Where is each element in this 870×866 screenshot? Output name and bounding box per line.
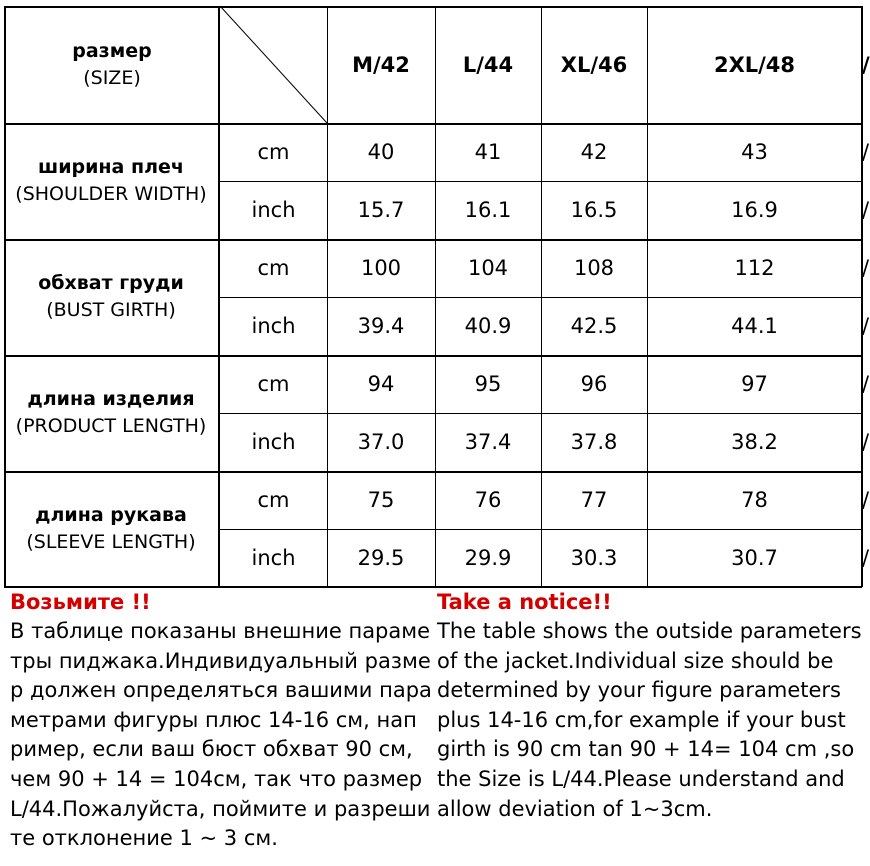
header-size-label [4,6,220,123]
value-cm: / [862,140,870,164]
value-cm: 100 [360,256,402,280]
size-label-ru: размер [72,39,152,62]
value-inch: / [862,314,870,338]
notice-ru-line: чем 90 + 14 = 104см, так что размер [10,766,423,791]
notice-ru-line: те отклонение 1 ~ 3 см. [10,826,278,851]
value-inch: / [862,546,870,570]
header-diagonal [220,6,327,123]
value-inch: 42.5 [570,314,618,338]
value-inch: 29.5 [357,546,405,570]
value-inch: 37.4 [464,430,512,454]
value-cm: 78 [741,488,768,512]
size-header-1: L/44 [462,52,514,77]
measure-label [4,239,218,355]
size-header-4: / [862,52,870,77]
measure-label-ru: длина изделия [27,388,195,410]
measure-label [4,123,218,239]
value-inch: 30.7 [731,546,778,570]
measure-label-en: (SLEEVE LENGTH) [26,531,196,553]
value-inch: / [862,430,870,454]
unit-inch: inch [251,430,296,454]
value-cm: 40 [367,140,395,164]
value-cm: 96 [580,372,608,396]
value-inch: 37.8 [570,430,618,454]
notice-en-line: allow deviation of 1~3cm. [437,796,713,821]
size-header-0: M/42 [352,52,410,77]
value-cm: 76 [474,488,502,512]
measure-label [4,355,218,471]
value-cm: 112 [734,256,775,280]
value-cm: / [862,488,870,512]
notice-en-line: the Size is L/44.Please understand and [437,766,845,791]
value-inch: 39.4 [357,314,405,338]
unit-cm: cm [257,256,290,280]
value-inch: / [862,198,870,222]
value-cm: 108 [573,256,615,280]
size-header-2: XL/46 [560,52,628,77]
measure-label [4,471,218,587]
notice-en-line: plus 14-16 cm,for example if your bust [437,707,846,732]
measure-label-en: (PRODUCT LENGTH) [15,415,207,437]
unit-cm: cm [257,140,290,164]
value-inch: 38.2 [731,430,778,454]
value-cm: 75 [367,488,395,512]
notice-ru-line: тры пиджака.Индивидуальный разме [10,648,431,673]
size-table [4,6,870,586]
size-label-en: (SIZE) [83,66,141,89]
notice-en-line: girth is 90 cm tan 90 + 14= 104 cm ,so [437,737,855,762]
value-cm: 104 [467,256,509,280]
notice-ru-line: р должен определяться вашими пара [10,678,432,703]
value-inch: 29.9 [464,546,512,570]
value-cm: 42 [580,140,608,164]
unit-inch: inch [251,198,296,222]
unit-cm: cm [257,488,290,512]
unit-inch: inch [251,314,296,338]
notice-ru-line: L/44.Пожалуйста, поймите и разреши [10,796,431,821]
notice-en [437,588,865,824]
value-inch: 44.1 [731,314,778,338]
unit-inch: inch [251,546,296,570]
value-inch: 16.1 [464,198,512,222]
notice-section [0,588,866,866]
notice-en-line: of the jacket.Individual size should be [437,648,834,673]
unit-cm: cm [257,372,290,396]
value-cm: 43 [741,140,768,164]
value-cm: 41 [474,140,502,164]
value-inch: 16.5 [570,198,618,222]
measure-label-en: (BUST GIRTH) [46,299,176,321]
value-inch: 30.3 [570,546,618,570]
notice-ru-line: ример, если ваш бюст обхват 90 см, [10,737,413,762]
notice-ru-line: метрами фигуры плюс 14-16 см, нап [10,707,417,732]
value-inch: 15.7 [357,198,405,222]
notice-ru-title: Возьмите !! [10,590,151,614]
notice-en-title: Take a notice!! [437,590,612,614]
size-header-3: 2XL/48 [713,52,796,77]
notice-ru-line: В таблице показаны внешние параме [10,619,431,643]
value-cm: 77 [580,488,608,512]
value-cm: / [862,256,870,280]
notice-ru [10,588,430,854]
measure-label-ru: ширина плеч [38,156,184,178]
measure-label-en: (SHOULDER WIDTH) [15,183,207,205]
measure-label-ru: обхват груди [38,272,184,294]
value-cm: 95 [474,372,502,396]
notice-en-line: determined by your figure parameters [437,678,841,703]
value-inch: 16.9 [731,198,778,222]
value-cm: 94 [367,372,395,396]
measure-label-ru: длина рукава [35,504,187,526]
value-inch: 37.0 [357,430,405,454]
value-inch: 40.9 [464,314,512,338]
value-cm: / [862,372,870,396]
value-cm: 97 [741,372,768,396]
notice-en-line: The table shows the outside parameters [437,619,862,643]
